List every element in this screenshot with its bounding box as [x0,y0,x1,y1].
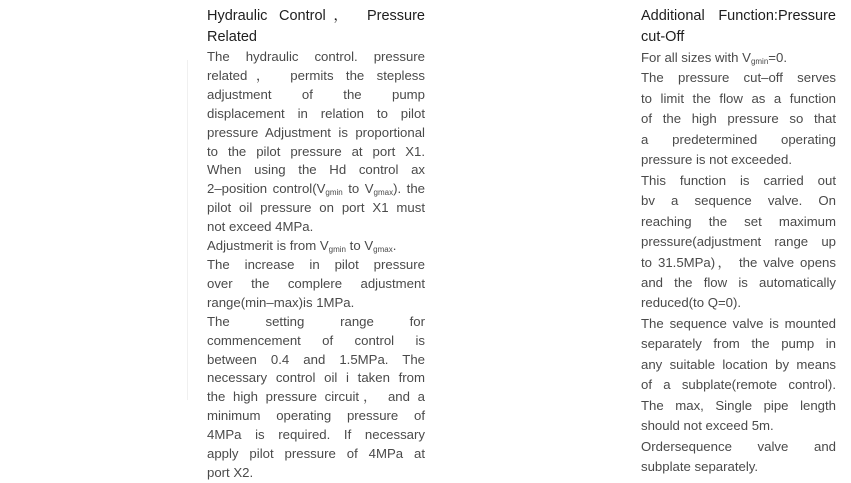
text-segment: related， permits the stepless [207,67,425,83]
text-segment: a predetermined operating [641,131,836,147]
text-segment: . [392,238,397,254]
text-line [641,89,836,109]
text-segment: Adjustmerit is from V [207,238,329,254]
text-segment: This function is carried out [641,172,836,188]
text-segment: The hydraulic control. pressure [207,49,425,64]
section-hydraulic-control [207,6,425,483]
text-segment: The sequence valve is mounted [641,315,836,331]
subscript: gmax [373,245,393,255]
text-segment: between 0.4 and 1.5MPa. The [207,351,425,367]
text-line [207,275,425,294]
text-line [207,313,425,332]
text-segment: =0. [768,50,787,65]
text-line [207,124,425,143]
heading-line: Related [207,29,257,45]
text-line [641,253,836,273]
text-line [207,86,425,105]
text-line [207,143,425,162]
text-segment: minimum operating pressure of [207,408,425,424]
text-line [641,212,836,232]
section-body [207,48,425,483]
text-line [207,48,425,67]
text-line [207,180,425,199]
text-line [207,332,425,351]
text-line [207,388,425,407]
text-line [641,293,836,313]
text-segment: 4MPa is required. If necessary [207,427,425,443]
section-heading [207,6,425,48]
subscript: gmin [325,188,343,198]
text-segment: any suitable location by means [641,356,836,372]
text-segment: range(min–max)is 1MPa. [207,294,355,310]
text-segment: separately from the pump in [641,336,836,352]
text-line [641,150,836,170]
text-segment: to 31.5MPa)， the valve opens [641,254,836,270]
section-heading [641,6,836,48]
text-line [641,334,836,354]
heading-line: Additional Function:Pressure [641,8,836,24]
heading-line: Hydraulic Control， Pressure [207,8,425,24]
text-segment: pressure(adjustment range up [641,234,836,250]
text-line [641,437,836,457]
text-segment: should not exceed 5m. [641,418,774,434]
text-line [207,67,425,86]
text-segment: reduced(to Q=0). [641,295,742,311]
text-segment: necessary control oil i taken from [207,370,425,386]
text-line [641,314,836,334]
page-edge-shadow [187,60,188,400]
text-line [641,457,836,477]
text-line [207,105,425,124]
text-segment: ). the [393,181,425,197]
text-segment: Ordersequence valve and [641,438,836,454]
text-segment: bv a sequence valve. On [641,193,836,209]
text-line [207,237,425,256]
text-segment: pilot oil pressure on port X1 must [207,200,425,216]
text-line [641,355,836,375]
text-line [641,232,836,252]
text-line [641,191,836,211]
text-line [207,294,425,313]
text-segment: subplate separately. [641,459,759,475]
text-segment: The max, Single pipe length [641,397,836,413]
text-segment: The increase in pilot pressure [207,256,425,272]
text-line [207,426,425,445]
section-pressure-cutoff [641,6,836,478]
text-segment: When using the Hd control ax [207,162,425,178]
text-line [207,464,425,483]
text-line [207,369,425,388]
text-line [641,109,836,129]
text-line [207,407,425,426]
text-segment: of a subplate(remote control). [641,377,836,393]
text-line [207,256,425,275]
text-segment: commencement of control is [207,332,425,348]
text-segment: to limit the flow as a function [641,90,836,106]
section-body [641,48,836,478]
text-line [641,273,836,293]
text-segment: of the high pressure so that [641,111,836,127]
text-line [641,396,836,416]
subscript: gmax [373,188,394,198]
text-line [641,130,836,150]
text-segment: 2–position control(V [207,181,326,197]
text-segment: For all sizes with V [641,50,751,65]
text-segment: to V [346,238,374,254]
heading-line: cut-Off [641,29,685,45]
text-segment: The pressure cut–off serves [641,70,836,86]
text-segment: and the flow is automatically [641,274,836,290]
text-line [207,445,425,464]
text-segment: displacement in relation to pilot [207,105,425,121]
text-segment: adjustment of the pump [207,86,425,102]
subscript: gmin [750,57,769,66]
text-segment: not exceed 4MPa. [207,219,314,235]
text-segment: port X2. [207,464,254,480]
text-segment: the high pressure circuit， and a [207,389,425,405]
text-segment: reaching the set maximum [641,213,836,229]
text-line [207,161,425,180]
text-segment: apply pilot pressure of 4MPa at [207,446,425,462]
text-line [641,68,836,88]
subscript: gmin [328,245,346,255]
text-segment: over the complere adjustment [207,275,425,291]
text-line [207,218,425,237]
text-line [641,375,836,395]
text-segment: to V [342,181,374,197]
text-line [641,416,836,436]
text-segment: pressure Adjustment is proportional [207,124,425,140]
text-line [641,48,836,68]
text-segment: The setting range for [207,313,425,329]
text-line [207,351,425,370]
text-segment: pressure is not exceeded. [641,152,793,168]
text-line [641,171,836,191]
text-line [207,199,425,218]
text-segment: to the pilot pressure at port X1. [207,143,425,159]
